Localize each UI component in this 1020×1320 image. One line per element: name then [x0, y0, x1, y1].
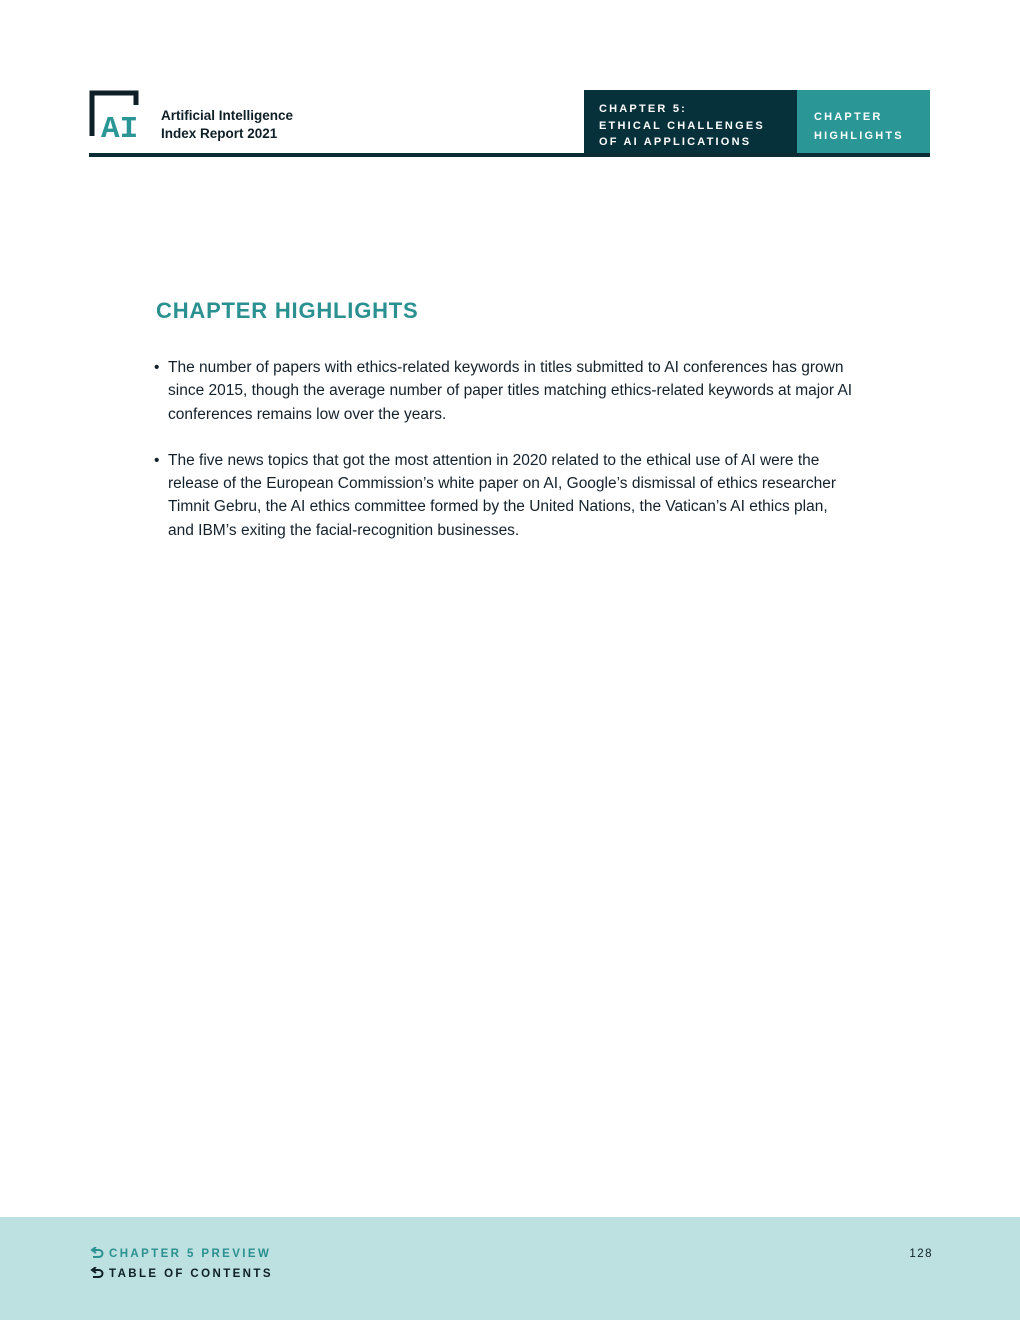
section-tab-line1: CHAPTER: [814, 111, 883, 123]
chapter-number: CHAPTER 5:: [599, 103, 688, 115]
return-arrow-icon: [90, 1247, 104, 1261]
list-item-text: The five news topics that got the most attention in 2020 related to the ethical use of AI were the release of the European Commission’s white paper on AI, Google’s dismissal of ethics researcher Timnit Gebru, the AI ethics committee formed by the United Nations, the Vatican’s AI ethics plan, and IBM’s exiting the facial-recognition businesses.: [168, 451, 836, 539]
table-of-contents-link[interactable]: [90, 1267, 273, 1281]
return-arrow-icon: [90, 1267, 104, 1281]
section-tab[interactable]: [797, 90, 930, 153]
page-number: 128: [909, 1248, 933, 1260]
list-item: [154, 356, 854, 426]
report-title-line2: Index Report 2021: [161, 126, 278, 141]
page-footer: [0, 1217, 1020, 1320]
chapter-tab[interactable]: [584, 90, 797, 153]
highlights-list: [154, 356, 854, 565]
section-tab-line2: HIGHLIGHTS: [814, 129, 904, 142]
bullet-icon: •: [154, 359, 160, 376]
report-title-line1: Artificial Intelligence: [161, 108, 294, 123]
page-header: [89, 90, 930, 157]
table-of-contents-label: TABLE OF CONTENTS: [109, 1268, 273, 1280]
header-divider: [89, 153, 930, 157]
list-item: [154, 449, 854, 542]
chapter-title-line1: ETHICAL CHALLENGES: [599, 119, 765, 132]
page-title: CHAPTER HIGHLIGHTS: [156, 298, 419, 323]
report-title: [161, 107, 293, 143]
chapter-preview-label: CHAPTER 5 PREVIEW: [109, 1248, 272, 1260]
list-item-text: The number of papers with ethics-related keywords in titles submitted to AI conferences has grown since 2015, though the average number of paper titles matching ethics-related keywords at major AI conferences remains low over the years.: [168, 359, 853, 423]
ai-index-logo: [89, 90, 147, 140]
chapter-title-line2: OF AI APPLICATIONS: [599, 136, 752, 148]
logo-text: AI: [101, 112, 139, 140]
bullet-icon: •: [154, 451, 160, 469]
chapter-preview-link[interactable]: [90, 1247, 271, 1261]
